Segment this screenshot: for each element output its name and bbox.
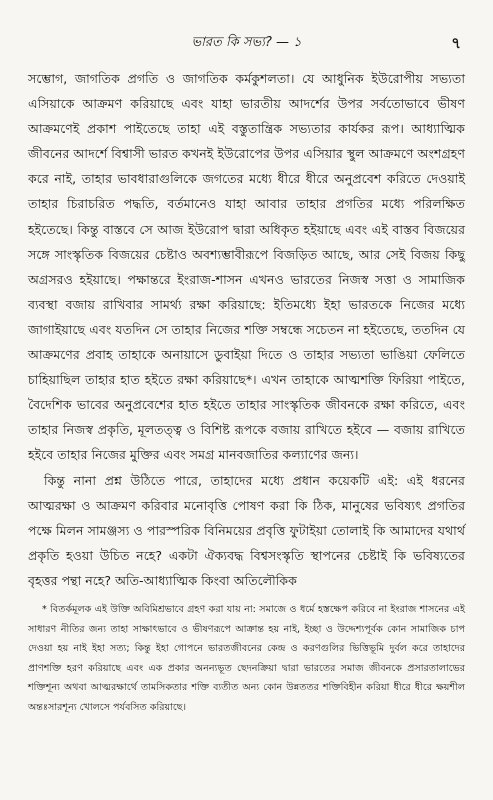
footnote: * বিতর্কমূলক এই উক্তি অবিমিশ্রভাবে গ্রহণ করা যায় না: সমাজে ও ধর্মে হস্তক্ষেপ করিবে না ইংরাজ শাসনের এই সাধারণ নীতির জন্য তাহা সাক্ষাৎভাবে ও ভীষণরূপে আক্রান্ত হয় নাই, ইচ্ছা ও উদ্দেশ্যপূর্বক কোন সামাজিক চাপ দেওয়া হয় নাই ইহা সত্য; কিন্তু ইহা গোপনে ভারতজীবনের কেন্দ্র ও করণগুলির ভিত্তিভূমি দুর্বল করে তাহাদের প্রাণশক্তি হরণ করিয়াছে এবং এক প্রকার অনন্যভূত ছেদনক্রিয়া দ্বারা ভারতের সমাজ জীবনকে প্রসারতালাভের শক্তিশূন্য অথবা আত্মরক্ষার্থে তামসিকতার শক্তি ব্যতীত অন্য কোন উন্নততর শক্তিবিহীন করিয়া ধীরে ধীরে ক্ষয়শীল অন্তঃসারশূন্য খোলসে পর্যবসিত করিয়াছে। — [28, 604, 465, 713]
paragraph: কিন্তু নানা প্রশ্ন উঠিতে পারে, তাহাদের মধ্যে প্রধান কয়েকটি এই: এই ধরনের আত্মরক্ষা ও আক্রমণ করিবার মনোবৃত্তি পোষণ করা কি ঠিক, মানুষের ভবিষ্যৎ প্রগতির পক্ষে মিলন সামঞ্জস্য ও পারস্পরিক বিনিময়ের প্রবৃত্তি ফুটাইয়া তোলাই কি আমাদের যথার্থ প্রকৃতি হওয়া উচিত নহে? একটা ঐক্যবদ্ধ বিশ্বসংস্কৃতি স্থাপনের চেষ্টাই কি ভবিষ্যতের বৃহত্তর পন্থা নহে? অতি-আধ্যাত্মিক কিংবা অতিলৌকিক — [28, 472, 465, 588]
running-head — [28, 32, 465, 54]
body-text — [28, 66, 465, 593]
running-title: ভারত কি সভ্য? — ১ — [191, 35, 302, 50]
page-number: ৭ — [451, 34, 461, 52]
paragraph: সম্ভোগ, জাগতিক প্রগতি ও জাগতিক কর্মকুশলতা। যে আধুনিক ইউরোপীয় সভ্যতা এসিয়াকে আক্রমণ করিয়াছে এবং যাহা ভারতীয় আদর্শের উপর সর্বতোভাবে ভীষণ আক্রমণেই প্রকাশ পাইতেছে তাহা এই বস্তুতান্ত্রিক সভ্যতার কার্যকর রূপ। আধ্যাত্মিক জীবনের আদর্শে বিশ্বাসী ভারত কখনই ইউরোপের উপর এসিয়ার স্থুল আক্রমণে অংশগ্রহণ করে নাই, তাহার ভাবধারাগুলিকে জগতের মধ্যে ধীরে ধীরে অনুপ্রবেশ করিতে দেওয়াই তাহার চিরাচরিত পদ্ধতি, বর্তমানেও যাহা আবার তাহার প্রগতির মধ্যে পরিলক্ষিত হইতেছে। কিন্তু বাস্তবে সে আজ ইউরোপ দ্বারা অধিকৃত হইয়াছে এবং এই বাস্তব বিজয়ের সঙ্গে সাংস্কৃতিক বিজয়ের চেষ্টাও অবশ্যম্ভাবীরূপে বিজড়িত আছে, আর সেই বিজয় কিছু অগ্রসরও হইয়াছে। পক্ষান্তরে ইংরাজ-শাসন এখনও ভারতের নিজস্ব সত্তা ও সামাজিক ব্যবস্থা বজায় রাখিবার সামর্থ্য রক্ষা করিয়াছে: ইতিমধ্যে ইহা ভারতকে নিজের মধ্যে জাগাইয়াছে এবং যতদিন সে তাহার নিজের শক্তি সম্বন্ধে সচেতন না হইতেছে, ততদিন যে আক্রমণের প্রবাহ তাহাকে অনায়াসে ডুবাইয়া দিতে ও তাহার সভ্যতা ভাঙিয়া ফেলিতে চাহিয়াছিল তাহার হাত হইতে রক্ষা করিয়াছে*। এখন তাহাকে আত্মশক্তি ফিরিয়া পাইতে, বৈদেশিক ভাবের অনুপ্রবেশের হাত হইতে তাহার সাংস্কৃতিক জীবনকে রক্ষা করিতে, এবং তাহার নিজস্ব প্রকৃতি, মূলতত্ত্ব ও বিশিষ্ট রূপকে বজায় রাখিতে হইবে — বজায় রাখিতে হইবে তাহার নিজের মুক্তির এবং সমগ্র মানবজাতির কল্যাণের জন্য। — [28, 71, 465, 463]
